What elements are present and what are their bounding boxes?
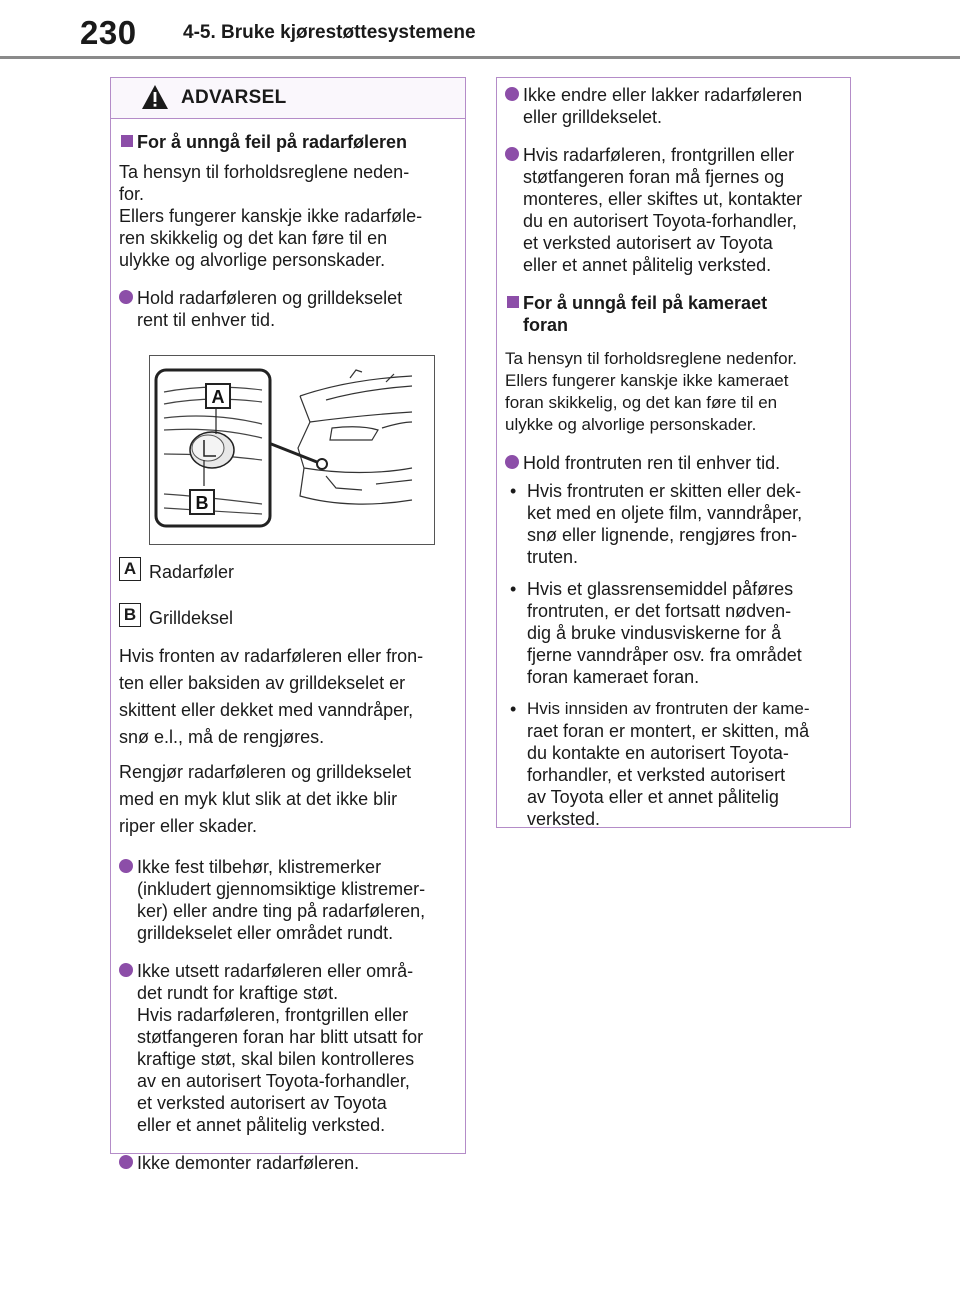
text-line: ker) eller andre ting på radarføleren, [137,901,426,921]
radar-heading-text: For å unngå feil på radarføleren [137,132,408,152]
text-line: fjerne vanndråper osv. fra området [527,645,802,665]
text-line: Ikke fest tilbehør, klistremerker [137,857,382,877]
warning-title: ADVARSEL [181,87,287,108]
text-line: Hvis et glassrensemiddel påføres [527,579,794,599]
wipe-paragraph [119,759,451,840]
text-line: monteres, eller skiftes ut, kontakter [523,189,803,209]
figure-label-b: B [195,493,209,513]
text-line: Hvis innsiden av frontruten der kame- [527,699,810,718]
text-line: du kontakte en autorisert Toyota- [527,743,789,763]
bullet-removal [505,144,836,276]
text-line: Ikke utsett radarføleren eller områ- [137,961,414,981]
text-line: Ta hensyn til forholdsreglene neden- [119,162,410,182]
text-line: støtfangeren foran må fjernes og [523,167,785,187]
text-line: et verksted autorisert av Toyota [137,1093,387,1113]
text-line: Ellers fungerer kanskje ikke radarføle- [119,206,423,226]
dot-bullet-icon: • [510,699,517,719]
legend-tag-b: B [119,603,141,627]
page-number: 230 [80,14,137,51]
header-divider [0,56,960,59]
text-line: Hvis frontruten er skitten eller dek- [527,481,802,501]
page-header [0,0,960,62]
circle-bullet-icon [505,87,519,101]
dirty-paragraph [119,643,451,751]
text-line: Hvis radarføleren, frontgrillen eller [137,1005,409,1025]
text-line: riper eller skader. [119,816,258,836]
text-line: Ta hensyn til forholdsreglene nedenfor. [505,349,798,368]
text-line: Ikke endre eller lakker radarføleren [523,85,803,105]
circle-bullet-icon [505,455,519,469]
warning-triangle-icon [141,84,169,110]
text-line: ten eller baksiden av grilldekselet er [119,673,406,693]
text-line: eller et annet pålitelig verksted. [523,255,772,275]
text-line: Rengjør radarføleren og grilldekselet [119,762,412,782]
text-line: Hold radarføleren og grilldekselet [137,288,403,308]
dot-bullet-icon: • [510,579,517,599]
section-title: 4-5. Bruke kjørestøttesystemene [183,22,476,43]
text-line: foran kameraet foran. [527,667,700,687]
car-front-drawing [150,356,434,544]
text-line: snø eller lignende, rengjøres fron- [527,525,798,545]
text-line: du en autorisert Toyota-forhandler, [523,211,797,231]
text-line: ren skikkelig og det kan føre til en [119,228,388,248]
text-line: et verksted autorisert av Toyota [523,233,773,253]
circle-bullet-icon [119,1155,133,1169]
text-line: (inkludert gjennomsiktige klistremer- [137,879,426,899]
radar-location-illustration [149,355,435,545]
text-line: snø e.l., må de rengjøres. [119,727,325,747]
bullet-no-accessories [119,856,451,944]
text-line: skittent eller dekket med vanndråper, [119,700,414,720]
text-line: Hold frontruten ren til enhver tid. [523,453,781,473]
text-line: frontruten, er det fortsatt nødven- [527,601,792,621]
text-line: truten. [527,547,579,567]
text-line: kraftige støt, skal bilen kontrolleres [137,1049,415,1069]
square-bullet-icon [121,135,133,147]
warning-box [110,77,466,1173]
text-line: grilldekselet eller området rundt. [137,923,394,943]
text-line: ulykke og alvorlige personskader. [505,415,757,434]
text-line: forhandler, et verksted autorisert [527,765,786,785]
text-line: eller et annet pålitelig verksted. [137,1115,386,1135]
text-line: foran [523,315,568,335]
warning-continued-content [497,78,850,830]
camera-intro [505,348,836,436]
legend-item-b [119,603,451,629]
square-bullet-icon [507,296,519,308]
circle-bullet-icon [505,147,519,161]
text-line: verksted. [527,809,601,829]
text-line: av en autorisert Toyota-forhandler, [137,1071,410,1091]
text-line: rent til enhver tid. [137,310,276,330]
figure-label-a: A [211,387,225,407]
bullet-windshield [505,452,836,474]
circle-bullet-icon [119,290,133,304]
radar-heading [119,131,451,153]
text-line: foran skikkelig, og det kan føre til en [505,393,778,412]
text-line: med en myk klut slik at det ikke blir [119,789,398,809]
legend-item-a [119,557,451,583]
text-line: raet foran er montert, er skitten, må [527,721,810,741]
text-line: Ikke demonter radarføleren. [137,1153,360,1173]
text-line: Hvis radarføleren, frontgrillen eller [523,145,795,165]
warning-content [111,131,465,1174]
bullet-no-impact [119,960,451,1136]
warning-header [111,78,465,119]
warning-continued-box [496,77,851,828]
camera-heading [505,292,836,336]
legend-text-b: Grilldeksel [149,608,234,628]
text-line: For å unngå feil på kameraet [523,293,768,313]
circle-bullet-icon [119,963,133,977]
dash-item-dirty-windshield [505,480,836,568]
text-line: støtfangeren foran har blitt utsatt for [137,1027,424,1047]
text-line: ket med en oljete film, vanndråper, [527,503,803,523]
circle-bullet-icon [119,859,133,873]
bullet-no-dismantle [119,1152,451,1174]
text-line: Ellers fungerer kanskje ikke kameraet [505,371,789,390]
dot-bullet-icon: • [510,481,517,501]
text-line: eller grilldekselet. [523,107,663,127]
bullet-keep-clean [119,287,451,331]
dash-item-inside-dirty [505,698,836,830]
legend-text-a: Radarføler [149,562,235,582]
text-line: Hvis fronten av radarføleren eller fron- [119,646,424,666]
bullet-no-paint [505,84,836,128]
text-line: ulykke og alvorlige personskader. [119,250,386,270]
text-line: for. [119,184,145,204]
text-line: av Toyota eller et annet pålitelig [527,787,779,807]
dash-item-glass-cleaner [505,578,836,688]
radar-intro [119,161,451,271]
legend-tag-a: A [119,557,141,581]
text-line: dig å bruke vindusviskerne for å [527,623,782,643]
text-line: det rundt for kraftige støt. [137,983,339,1003]
